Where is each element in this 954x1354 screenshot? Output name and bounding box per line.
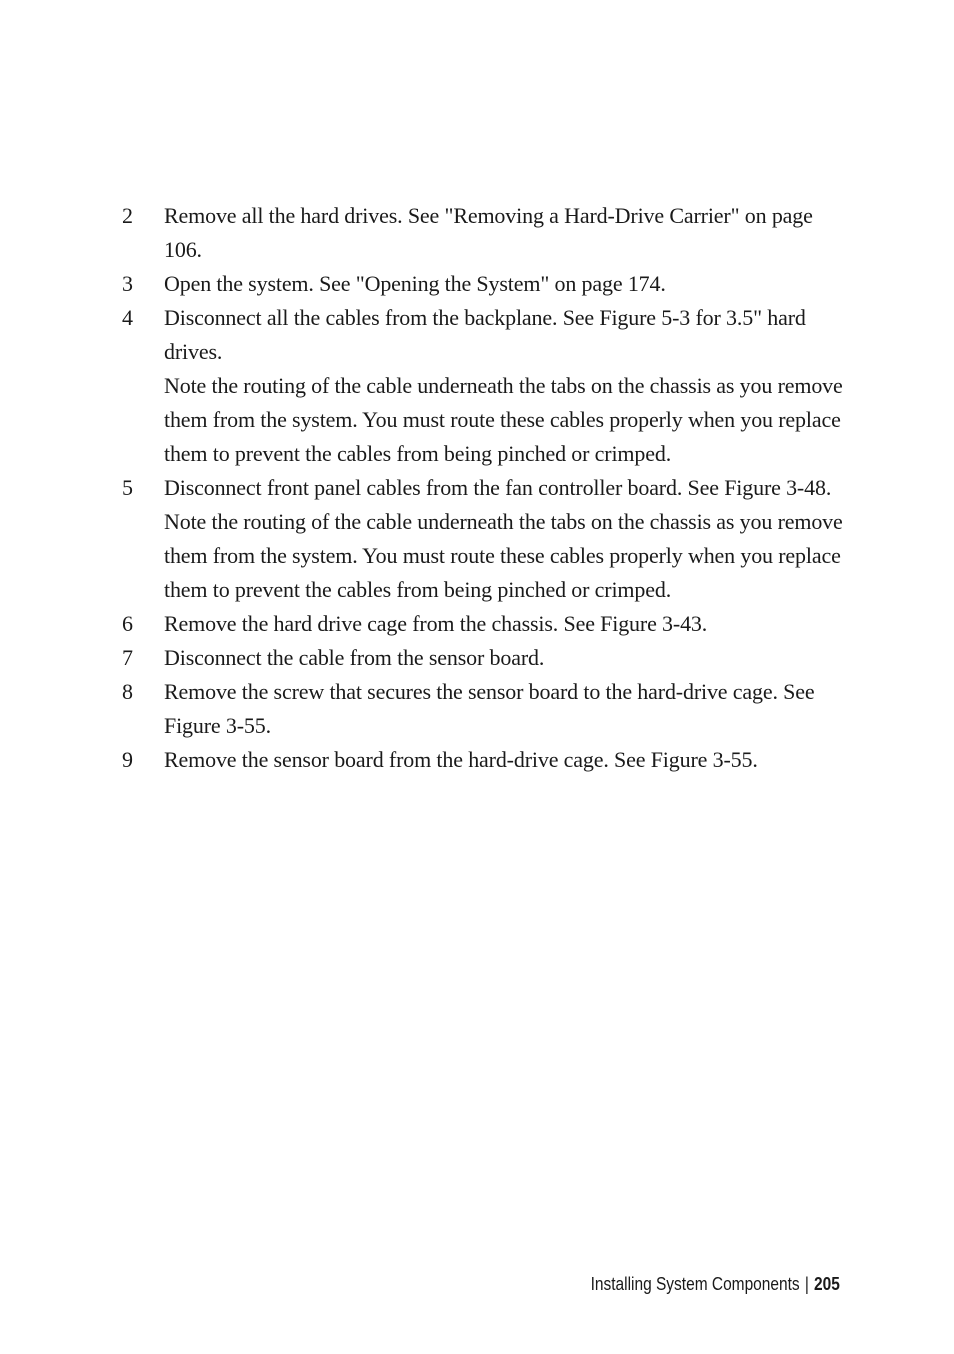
step-text: Open the system. See "Opening the System" on page 174.	[164, 271, 666, 296]
step-note: Note the routing of the cable underneath the tabs on the chassis as you remove them from the system. You must route these cables properly when you replace them to prevent the cables from being pinched or crimped.	[164, 373, 843, 466]
step-note: Note the routing of the cable underneath the tabs on the chassis as you remove them from the system. You must route these cables properly when you replace them to prevent the cables from being pinched or crimped.	[164, 509, 843, 602]
step-9	[122, 743, 844, 777]
instruction-list	[122, 199, 844, 777]
step-text: Disconnect the cable from the sensor board.	[164, 645, 545, 670]
step-number: 8	[122, 679, 133, 704]
footer-separator: |	[804, 1274, 809, 1294]
step-body	[164, 607, 844, 641]
step-text: Remove the hard drive cage from the chassis. See Figure 3-43.	[164, 611, 708, 636]
step-number: 7	[122, 645, 133, 670]
step-number: 6	[122, 611, 133, 636]
step-body	[164, 675, 844, 743]
step-body	[164, 301, 844, 471]
step-text: Disconnect front panel cables from the fan controller board. See Figure 3-48.	[164, 475, 832, 500]
page-footer	[591, 1270, 840, 1298]
step-5	[122, 471, 844, 607]
step-number: 2	[122, 203, 133, 228]
step-body	[164, 743, 844, 777]
step-6	[122, 607, 844, 641]
step-8	[122, 675, 844, 743]
step-2	[122, 199, 844, 267]
step-number: 5	[122, 475, 133, 500]
step-number: 9	[122, 747, 133, 772]
step-number: 4	[122, 305, 133, 330]
step-text: Disconnect all the cables from the backplane. See Figure 5-3 for 3.5" hard drives.	[164, 305, 806, 364]
page-number: 205	[814, 1274, 840, 1294]
step-text: Remove the screw that secures the sensor board to the hard-drive cage. See Figure 3-55.	[164, 679, 815, 738]
step-body	[164, 641, 844, 675]
footer-section-title: Installing System Components	[590, 1274, 800, 1294]
step-body	[164, 267, 844, 301]
step-body	[164, 199, 844, 267]
step-body	[164, 471, 844, 607]
step-text: Remove all the hard drives. See "Removing a Hard-Drive Carrier" on page 106.	[164, 203, 813, 262]
step-number: 3	[122, 271, 133, 296]
step-text: Remove the sensor board from the hard-drive cage. See Figure 3-55.	[164, 747, 758, 772]
step-3	[122, 267, 844, 301]
step-7	[122, 641, 844, 675]
step-4	[122, 301, 844, 471]
